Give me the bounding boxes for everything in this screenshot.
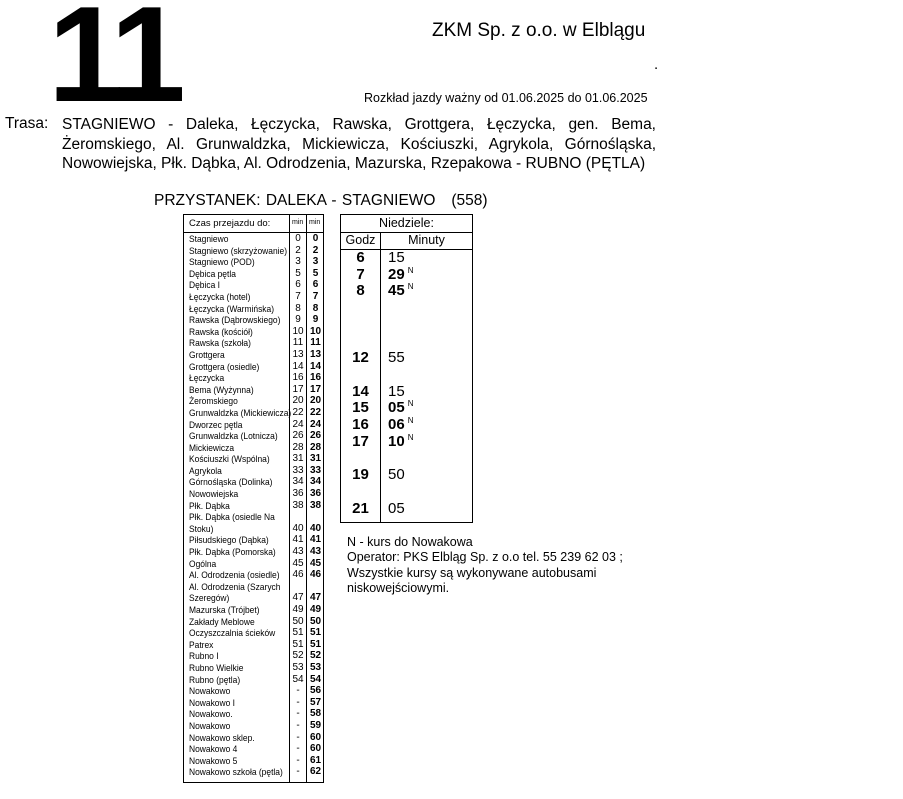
route-description: STAGNIEWO - Daleka, Łęczycka, Rawska, Grottgera, Łęczycka, gen. Bema, Żeromskiego, Al. Grunwaldzka, Mickiewicza, Kościuszki, Agrykola, Górnośląska, Nowowiejska, Płk. Dąbka, Al. Odrodzenia, Mazurska, Rzepakowa - RUBNO (PĘTLA) (62, 116, 656, 172)
travel-time-1: - (296, 708, 300, 720)
travel-time-row (184, 604, 323, 616)
travel-time-row (184, 291, 323, 303)
travel-time-2: 60 (309, 743, 322, 755)
travel-time-row (184, 245, 323, 257)
stop-name: Stagniewo (skrzyżowanie) (189, 244, 288, 256)
travel-time-1: 53 (292, 661, 304, 673)
departure-minute: 06 $^N$ (388, 416, 414, 433)
departure-minute: 10 $^N$ (388, 432, 414, 450)
stop-name: Nowakowo I (189, 696, 235, 708)
travel-time-1: 11 (292, 337, 304, 349)
travel-time-row (184, 546, 323, 558)
travel-time-row (184, 766, 323, 778)
travel-time-1: - (296, 731, 300, 743)
travel-time-1: - (296, 685, 300, 697)
travel-time-2: 58 (309, 708, 322, 720)
departure-row (341, 383, 472, 400)
stop-name: Rawska (szkoła) (189, 337, 251, 349)
travel-time-row (184, 430, 323, 442)
stop-name: Patrex (189, 638, 214, 650)
travel-time-1: 43 (292, 546, 304, 558)
travel-time-2: 46 (309, 569, 322, 581)
travel-time-1: 10 (292, 325, 304, 337)
course-note-marker: N (407, 416, 414, 425)
travel-time-row (184, 268, 323, 280)
travel-time-2: 38 (309, 499, 322, 511)
travel-time-row (184, 361, 323, 373)
travel-time-1: - (296, 766, 300, 778)
travel-time-1: 22 (292, 406, 304, 418)
travel-time-2: 8 (312, 302, 319, 314)
travel-time-1: 50 (292, 615, 304, 627)
departures-header (341, 232, 472, 250)
travel-time-2: 62 (309, 766, 322, 778)
travel-time-row (184, 442, 323, 454)
departure-minute: 15 (388, 382, 405, 400)
travel-time-2: 51 (309, 638, 322, 650)
travel-time-2: 53 (309, 661, 322, 673)
travel-time-row (184, 650, 323, 662)
travel-time-1: 41 (292, 534, 304, 546)
travel-time-2: 43 (309, 546, 322, 558)
departure-row (341, 349, 472, 366)
travel-time-2: 59 (309, 719, 322, 731)
stop-name: Nowakowo. (189, 708, 233, 720)
travel-time-row (184, 337, 323, 349)
travel-time-1: 14 (292, 360, 304, 372)
stop-name: Stoku) (189, 522, 214, 534)
travel-time-2: 0 (312, 233, 319, 244)
header-dot: . (654, 56, 659, 73)
travel-time-1: 28 (292, 441, 304, 453)
departure-row (341, 500, 472, 517)
travel-time-1: 7 (295, 290, 301, 302)
travel-time-1: 36 (292, 488, 304, 500)
travel-time-2: 41 (309, 534, 322, 546)
travel-time-1: 54 (292, 673, 304, 685)
departure-hour: 7 (356, 265, 365, 283)
travel-time-row (184, 720, 323, 732)
stop-name: Mazurska (Trójbet) (189, 604, 260, 615)
stop-name: Stagniewo (POD) (189, 256, 255, 268)
travel-time-2: 20 (309, 395, 322, 407)
departure-row (341, 416, 472, 433)
travel-time-1: 31 (292, 453, 304, 465)
travel-time-row (184, 256, 323, 268)
travel-time-1: 20 (292, 395, 304, 407)
travel-time-2: 11 (310, 337, 321, 349)
travel-time-row (184, 685, 323, 697)
travel-time-2: 34 (309, 476, 322, 488)
departure-minute: 50 (388, 466, 405, 484)
travel-time-2: 5 (312, 267, 319, 279)
stop-name: Piłsudskiego (Dąbka) (189, 534, 269, 546)
departures-table (340, 214, 473, 523)
travel-time-row (184, 407, 323, 419)
travel-time-2: 26 (309, 430, 322, 442)
stop-name: Mickiewicza (189, 441, 235, 453)
travel-time-2: 7 (312, 290, 319, 302)
departure-minute: 45 $^N$ (388, 282, 414, 300)
travel-time-2: 16 (309, 372, 322, 384)
notes (347, 535, 647, 596)
stop-name: Kościuszki (Wspólna) (189, 453, 270, 465)
departure-row (341, 266, 472, 283)
stop-name: Nowakowo 5 (189, 754, 238, 766)
travel-time-1: 52 (292, 650, 304, 662)
travel-time-row (184, 639, 323, 651)
departure-hour: 6 (356, 249, 365, 266)
course-note-marker: N (407, 399, 414, 409)
travel-time-2: 51 (309, 627, 322, 639)
travel-time-row (184, 743, 323, 755)
travel-col2-label: min (309, 219, 321, 226)
travel-time-2: 54 (309, 673, 322, 685)
stop-name: Zakłady Meblowe (189, 615, 255, 627)
travel-time-1: 34 (292, 476, 304, 488)
travel-time-1: 49 (292, 604, 304, 615)
note-operator: Operator: PKS Elbląg Sp. z o.o tel. 55 239 62 03 ; (347, 550, 623, 565)
stop-name: Dworzec pętla (189, 418, 243, 430)
stop-name: Płk. Dąbka (Pomorska) (189, 546, 276, 558)
travel-time-1: 51 (292, 627, 304, 639)
travel-time-row (184, 233, 323, 245)
travel-time-row (184, 349, 323, 361)
travel-times-rows (184, 233, 323, 778)
stop-name: Nowowiejska (189, 488, 239, 500)
stop-name: Łęczycka (Warmińska) (189, 302, 275, 314)
departure-row (341, 433, 472, 450)
travel-times-table (183, 214, 324, 783)
travel-time-2: 40 (309, 522, 322, 534)
course-note-marker: N (407, 265, 414, 275)
stop-name: Grottgera (osiedle) (189, 360, 260, 372)
travel-time-2: 9 (312, 314, 319, 326)
travel-time-row (184, 558, 323, 570)
travel-time-1: 17 (292, 383, 304, 395)
stop-name: Bema (Wyżynna) (189, 383, 254, 395)
travel-time-2: 10 (309, 325, 322, 337)
travel-time-2: 3 (312, 256, 319, 268)
stop-name: Rubno (pętla) (189, 673, 241, 685)
travel-time-1: 0 (295, 233, 301, 244)
travel-time-1: - (296, 719, 300, 731)
travel-time-row (184, 326, 323, 338)
stop-name: Nowakowo (189, 685, 231, 697)
travel-time-1: 26 (292, 430, 304, 442)
stop-name: Grunwaldzka (Lotnicza) (189, 430, 278, 442)
departure-minute: 05 (388, 499, 405, 517)
departure-hour: 14 (352, 382, 369, 400)
travel-time-1: - (296, 754, 300, 766)
travel-times-header (184, 215, 323, 233)
stop-name: Stagniewo (189, 233, 229, 244)
departure-hour: 21 (352, 499, 369, 517)
stop-name: Ogólna (189, 557, 217, 569)
stop-name: Rubno Wielkie (189, 661, 244, 673)
stop-name: Nowakowo (189, 719, 231, 731)
route-label: Trasa: (5, 115, 49, 132)
stop-heading: PRZYSTANEK: DALEKA - STAGNIEWO (558) (154, 192, 488, 209)
stop-name: Rawska (kościół) (189, 325, 253, 337)
stop-name: Nowakowo 4 (189, 743, 238, 755)
travel-time-row (184, 569, 323, 581)
travel-time-row (184, 616, 323, 628)
stop-name: Oczyszczalnia ścieków (189, 627, 276, 639)
travel-time-2: 13 (309, 348, 322, 360)
stop-name: Al. Odrodzenia (Szarych (189, 580, 281, 592)
travel-time-row (184, 465, 323, 477)
stop-name: Nowakowo szkoła (pętla) (189, 766, 283, 778)
departure-hour: 15 (352, 399, 369, 417)
travel-time-row (184, 511, 323, 523)
stop-name: Górnośląska (Dolinka) (189, 476, 273, 488)
stop-name: Rawska (Dąbrowskiego) (189, 314, 281, 326)
stop-name: Łęczycka (hotel) (189, 290, 251, 302)
note-low-floor: Wszystkie kursy są wykonywane autobusami niskowejściowymi. (347, 565, 597, 595)
travel-time-row (184, 581, 323, 593)
travel-time-row (184, 395, 323, 407)
travel-time-2: 22 (309, 406, 322, 418)
travel-time-row (184, 708, 323, 720)
travel-time-1: 33 (292, 464, 304, 476)
travel-time-2: 31 (309, 453, 322, 465)
travel-time-row (184, 500, 323, 512)
travel-time-1: 13 (292, 348, 304, 360)
stop-name: Agrykola (189, 464, 222, 476)
travel-time-1: 46 (292, 569, 304, 581)
departure-hour: 12 (352, 349, 369, 367)
departure-minute: 55 (388, 349, 405, 367)
travel-time-2: 47 (309, 592, 322, 604)
travel-time-row (184, 314, 323, 326)
travel-time-1: 3 (295, 256, 301, 268)
travel-time-row (184, 755, 323, 767)
travel-time-2: 56 (309, 685, 322, 697)
travel-times-title: Czas przejazdu do: (189, 218, 271, 229)
travel-time-2: 24 (309, 418, 322, 430)
travel-time-1: 45 (292, 557, 304, 569)
travel-time-1: - (296, 696, 300, 708)
departure-hour: 19 (352, 466, 369, 484)
travel-col1-label: min (292, 219, 304, 226)
travel-time-1: 38 (292, 499, 304, 511)
day-type-label: Niedziele: (341, 215, 472, 233)
validity-period: Rozkład jazdy ważny od 01.06.2025 do 01.06.2025 (364, 91, 648, 105)
travel-time-row (184, 453, 323, 465)
travel-time-1: 2 (295, 244, 301, 256)
travel-time-row (184, 372, 323, 384)
departure-row (341, 466, 472, 483)
travel-time-2: 61 (309, 754, 322, 766)
line-number: 11 (48, 0, 180, 130)
stop-name: Płk. Dąbka (osiedle Na (189, 511, 275, 523)
departure-hour: 8 (356, 282, 365, 300)
travel-time-row (184, 488, 323, 500)
departure-minute: 29 $^N$ (388, 265, 414, 283)
stop-name: Al. Odrodzenia (osiedle) (189, 569, 280, 581)
travel-time-1: 8 (295, 302, 301, 314)
departure-row (341, 249, 472, 266)
travel-time-1: 47 (292, 592, 304, 604)
stop-name: Nowakowo sklep. (189, 731, 255, 743)
note-legend: N - kurs do Nowakowa (347, 535, 473, 549)
travel-time-1: 16 (292, 372, 304, 384)
travel-time-2: 60 (309, 731, 322, 743)
stop-name: Grunwaldzka (Mickiewicza) (189, 406, 292, 418)
departure-minute: 05 $^N$ (388, 399, 414, 417)
departure-row (341, 399, 472, 416)
stop-name: Łęczycka (189, 372, 225, 384)
stop-name: Żeromskiego (189, 395, 238, 407)
travel-time-2: 17 (309, 383, 322, 395)
travel-time-row (184, 303, 323, 315)
travel-time-1: 5 (295, 267, 301, 279)
travel-time-2: 49 (309, 604, 322, 615)
travel-time-row (184, 674, 323, 686)
travel-time-2: 28 (309, 441, 322, 453)
travel-time-2: 57 (309, 696, 322, 708)
stop-name: Dębica pętla (189, 267, 236, 279)
travel-time-2: 52 (309, 650, 322, 662)
course-note-marker: N (407, 432, 414, 442)
travel-time-1: 9 (295, 314, 301, 326)
hour-column-header: Godz (345, 233, 376, 247)
travel-time-1: 40 (292, 522, 304, 534)
travel-time-2: 14 (309, 360, 322, 372)
company-name: ZKM Sp. z o.o. w Elblągu (432, 20, 646, 41)
minutes-column-header: Minuty (408, 233, 445, 247)
travel-time-row (184, 476, 323, 488)
stop-name: Szeregów) (189, 592, 230, 604)
travel-time-2: 33 (309, 464, 322, 476)
travel-time-row (184, 592, 323, 604)
departure-row (341, 282, 472, 299)
travel-time-row (184, 279, 323, 291)
travel-time-1: 6 (295, 279, 301, 291)
stop-name: Płk. Dąbka (189, 499, 230, 511)
travel-time-row (184, 697, 323, 709)
travel-time-1: 24 (292, 418, 304, 430)
stop-name: Dębica I (189, 279, 220, 291)
travel-time-2: 36 (309, 488, 322, 500)
travel-time-row (184, 534, 323, 546)
travel-time-row (184, 384, 323, 396)
travel-time-row (184, 732, 323, 744)
course-note-marker: N (407, 282, 414, 292)
departure-hour: 16 (352, 416, 369, 433)
travel-time-row (184, 627, 323, 639)
travel-time-2: 45 (309, 557, 322, 569)
departure-hour: 17 (352, 432, 369, 450)
travel-time-row (184, 523, 323, 535)
travel-time-1: 51 (292, 638, 304, 650)
travel-time-row (184, 662, 323, 674)
travel-time-row (184, 419, 323, 431)
travel-time-2: 6 (312, 279, 319, 291)
stop-name: Rubno I (189, 650, 219, 662)
travel-time-1: - (296, 743, 300, 755)
departure-minute: 15 (388, 249, 405, 266)
stop-name: Grottgera (189, 348, 225, 360)
travel-time-2: 50 (309, 615, 322, 627)
travel-time-2: 2 (312, 244, 319, 256)
